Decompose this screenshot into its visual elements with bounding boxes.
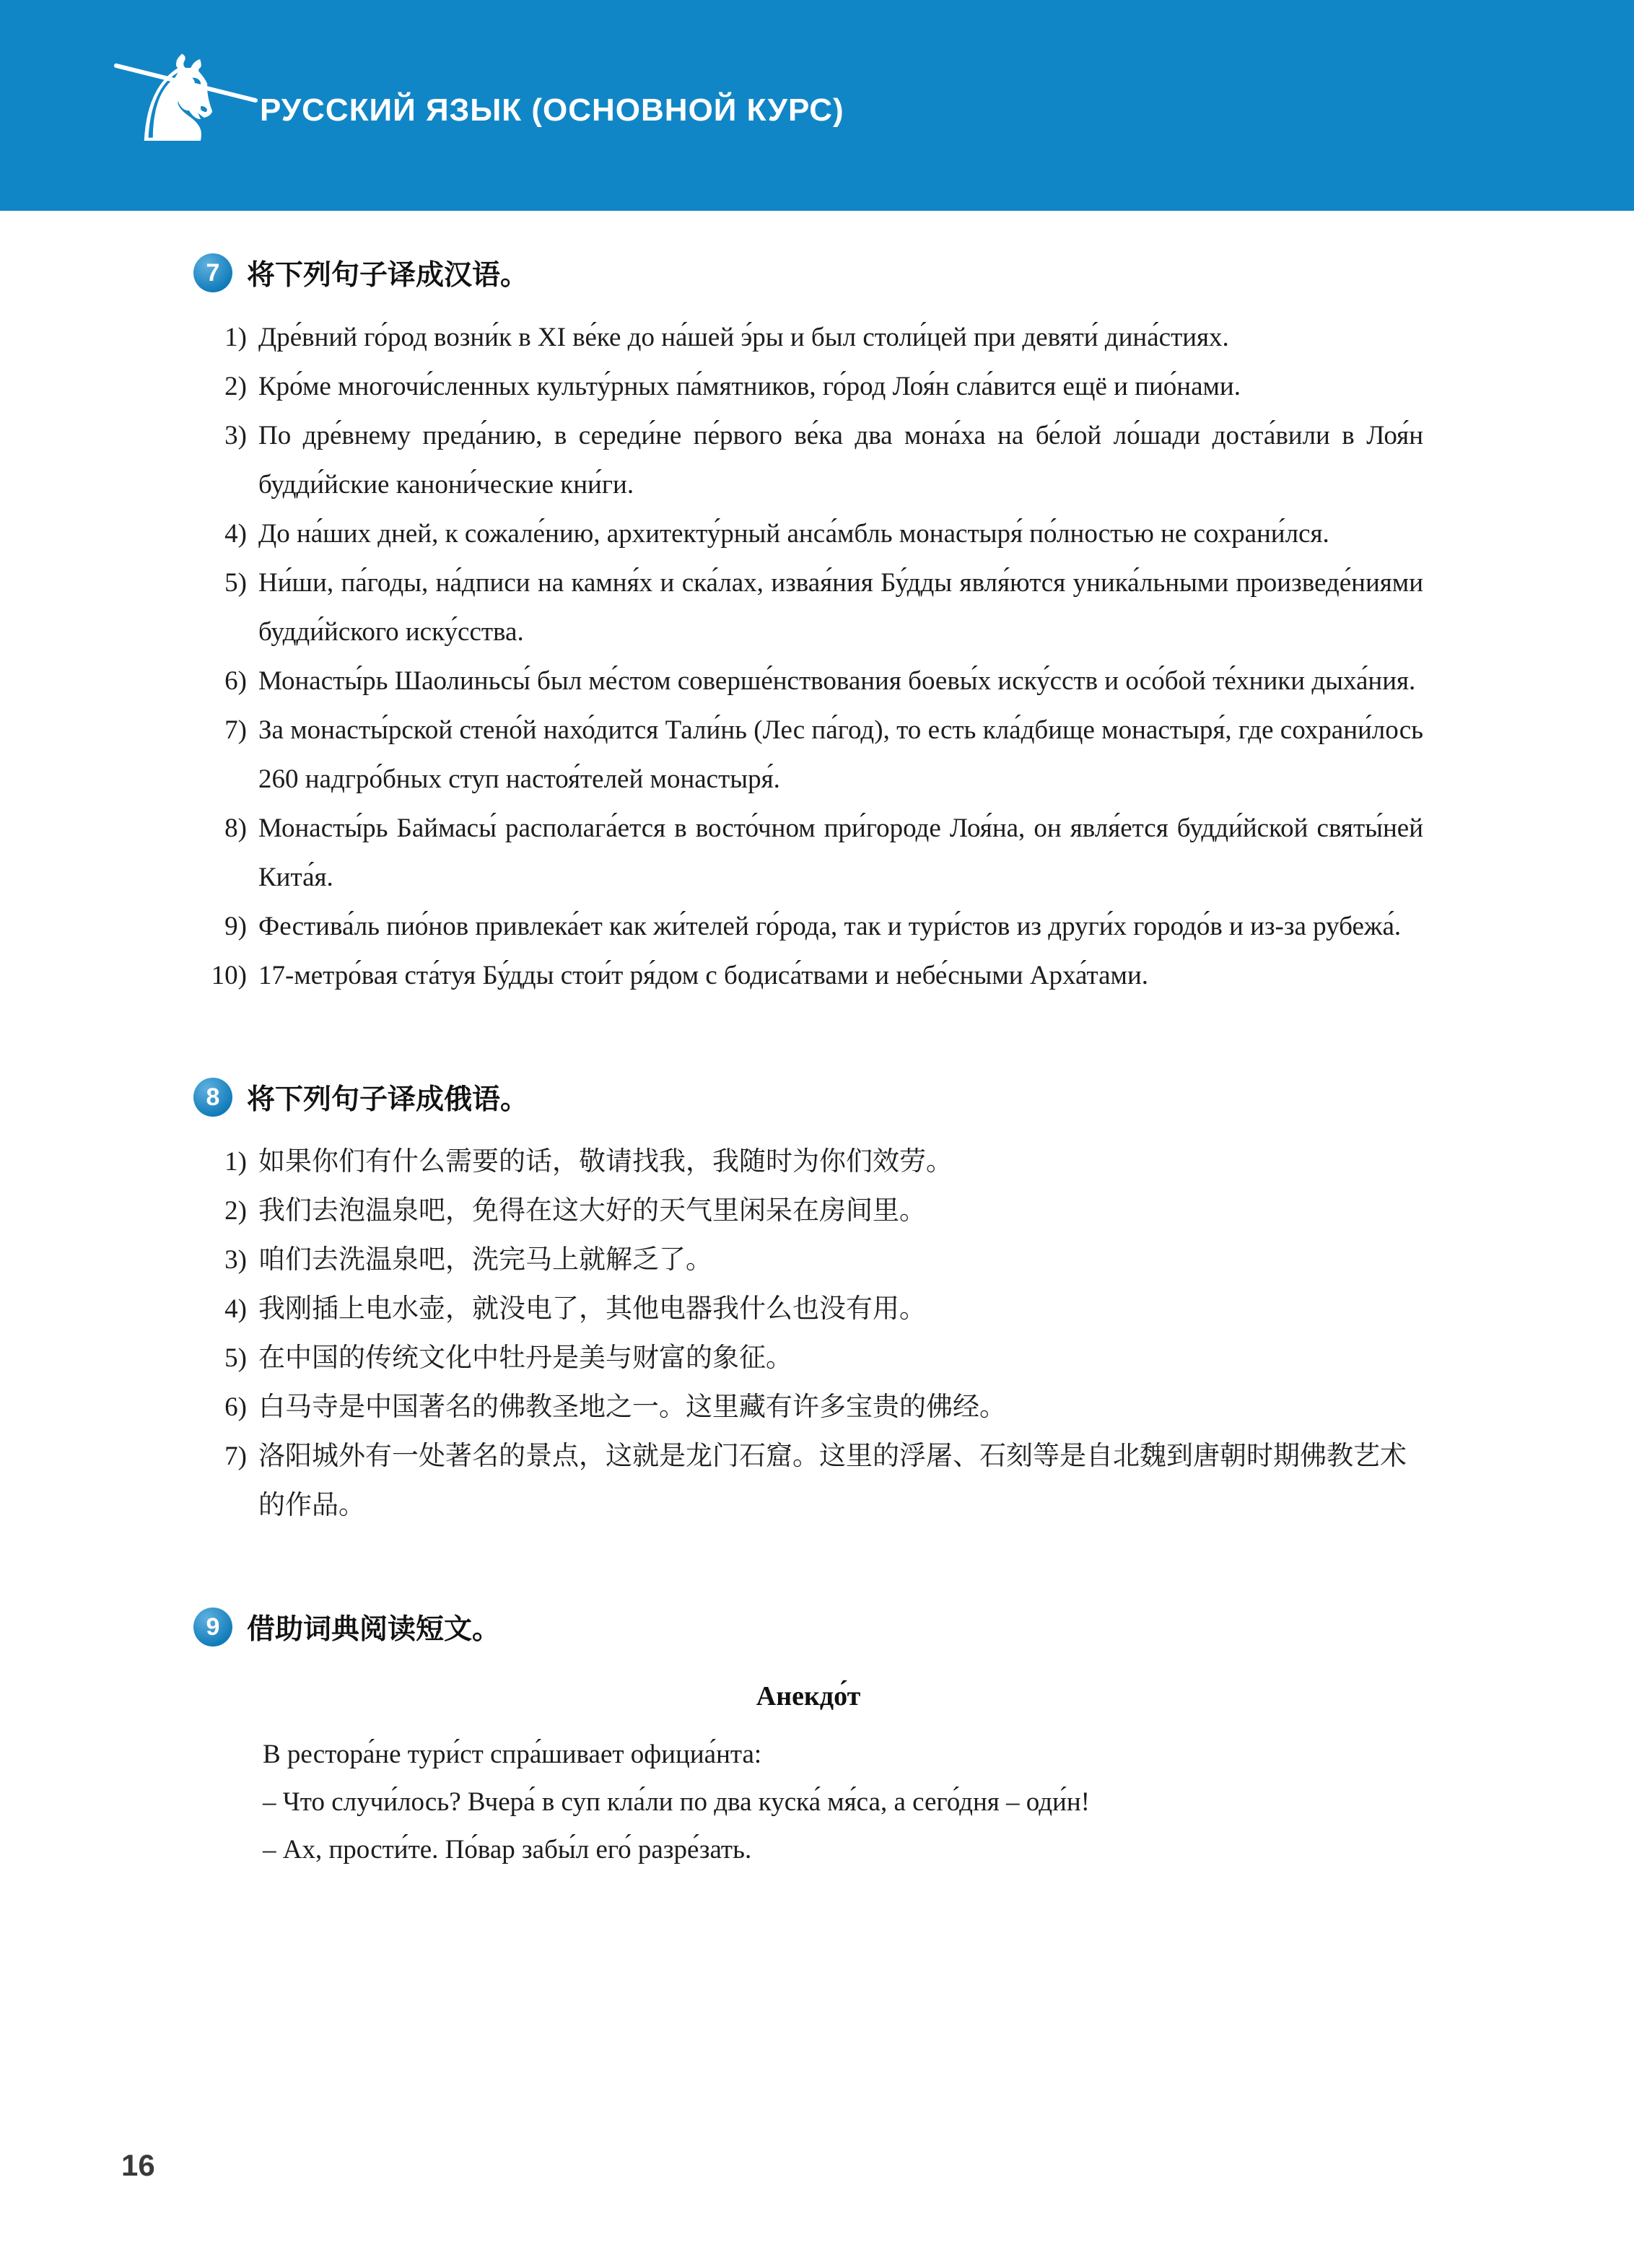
exercise-7-section [193, 253, 1423, 1000]
item-number: 2) [224, 1196, 247, 1226]
list-item [193, 706, 1423, 804]
list-item [193, 804, 1423, 902]
item-text: По дре́внему преда́нию, в середи́не пе́рвого ве́ка два мона́ха на бе́лой ло́шади доста́вили в Лоя́н будди́йские канони́ческие кни́ги. [258, 421, 1423, 500]
item-text: 我们去泡温泉吧，免得在这大好的天气里闲呆在房间里。 [258, 1196, 926, 1226]
list-item [193, 362, 1423, 411]
list-item [193, 1138, 1423, 1187]
item-text: Кро́ме многочи́сленных культу́рных па́мятников, го́род Лоя́н сла́вится ещё и пио́нами. [258, 372, 1241, 401]
list-item [193, 902, 1423, 951]
item-number: 7) [224, 715, 247, 745]
horseman-logo-icon [119, 19, 253, 192]
item-text: 17-метро́вая ста́туя Бу́дды стои́т ря́дом с бодиса́твами и небе́сными Арха́тами. [258, 961, 1149, 990]
item-text: 白马寺是中国著名的佛教圣地之一。这里藏有许多宝贵的佛经。 [258, 1392, 1006, 1422]
item-text: Монасты́рь Шаолиньсы́ был ме́стом соверше́нствования боевы́х иску́сств и осо́бой те́хники дыха́ния. [258, 666, 1416, 696]
item-number: 6) [224, 666, 247, 696]
item-number: 4) [224, 519, 247, 549]
item-number: 1) [224, 1147, 247, 1177]
list-item [193, 411, 1423, 510]
item-number: 1) [224, 323, 247, 352]
item-number: 9) [224, 912, 247, 941]
list-item [193, 1236, 1423, 1285]
list-item [193, 1383, 1423, 1432]
exercise-7-heading [193, 253, 1423, 293]
list-item [193, 510, 1423, 559]
item-text: 在中国的传统文化中牡丹是美与财富的象征。 [258, 1343, 792, 1373]
item-text: До на́ших дней, к сожале́нию, архитекту́рный анса́мбль монастыря́ по́лностью не сохрани́лся. [258, 519, 1329, 549]
exercise-number-badge: 8 [193, 1078, 232, 1117]
list-item [193, 657, 1423, 706]
item-text: 如果你们有什么需要的话，敬请找我，我随时为你们效劳。 [258, 1147, 953, 1177]
item-number: 5) [224, 1343, 247, 1373]
list-item [193, 1285, 1423, 1334]
item-text: Фестива́ль пио́нов привлека́ет как жи́телей го́рода, так и тури́стов из други́х городо́в и из-за рубежа́. [258, 912, 1402, 941]
exercise-number-badge: 9 [193, 1608, 232, 1647]
exercise-title: 将下列句子译成俄语。 [247, 1084, 529, 1115]
horse-rider-icon: ♞ [125, 30, 232, 169]
exercise-8-section [193, 1077, 1423, 1530]
list-item [193, 1432, 1423, 1530]
list-item [193, 951, 1423, 1000]
item-text: 我刚插上电水壶，就没电了，其他电器我什么也没有用。 [258, 1294, 926, 1324]
exercise-9-section [193, 1607, 1423, 1874]
item-number: 4) [224, 1294, 247, 1324]
item-text: Ни́ши, па́годы, на́дписи на камня́х и ска́лах, извая́ния Бу́дды явля́ются уника́льными произведе́ниями будди́йского иску́сства. [258, 568, 1423, 647]
item-number: 5) [224, 568, 247, 598]
item-number: 6) [224, 1392, 247, 1422]
list-item [193, 1334, 1423, 1383]
anecdote-block [193, 1680, 1423, 1874]
anecdote-text [193, 1731, 1423, 1874]
page-header [0, 0, 1634, 211]
item-text: 咱们去洗温泉吧，洗完马上就解乏了。 [258, 1245, 712, 1275]
list-item [193, 313, 1423, 362]
exercise-title: 借助词典阅读短文。 [247, 1614, 501, 1645]
header-title: РУССКИЙ ЯЗЫК (ОСНОВНОЙ КУРС) [260, 92, 844, 128]
item-number: 10) [211, 961, 247, 990]
list-item [193, 559, 1423, 657]
story-line: – Что случи́лось? Вчера́ в суп кла́ли по два куска́ мя́са, а сего́дня – оди́н! [263, 1787, 1090, 1817]
story-line: В рестора́не тури́ст спра́шивает официа́нта: [263, 1740, 762, 1769]
item-number: 2) [224, 372, 247, 401]
exercise-number-badge: 7 [193, 253, 232, 292]
exercise-title: 将下列句子译成汉语。 [247, 260, 529, 291]
item-text: Монасты́рь Баймасы́ располага́ется в восто́чном при́городе Лоя́на, он явля́ется будди́йской святы́ней Кита́я. [258, 814, 1423, 892]
exercise-7-list [193, 313, 1423, 1000]
page-content [0, 211, 1634, 1874]
page-number: 16 [121, 2148, 155, 2182]
item-number: 3) [224, 1245, 247, 1275]
item-text: 洛阳城外有一处著名的景点，这就是龙门石窟。这里的浮屠、石刻等是自北魏到唐朝时期佛教艺术的作品。 [258, 1442, 1407, 1520]
exercise-8-heading [193, 1077, 1423, 1117]
anecdote-title: Анекдо́т [756, 1681, 861, 1711]
item-number: 7) [224, 1442, 247, 1471]
item-text: Дре́вний го́род возни́к в XI ве́ке до на́шей э́ры и был столи́цей при девяти́ дина́стиях. [258, 323, 1229, 352]
story-line: – Ах, прости́те. По́вар забы́л его́ разре́зать. [263, 1835, 752, 1864]
item-text: За монасты́рской стено́й нахо́дится Тали́нь (Лес па́год), то есть кла́дбище монастыря́, где сохрани́лось 260 надгро́бных ступ настоя́телей монастыря́. [258, 715, 1423, 794]
list-item [193, 1187, 1423, 1236]
item-number: 8) [224, 814, 247, 843]
item-number: 3) [224, 421, 247, 450]
exercise-8-list [193, 1138, 1423, 1530]
exercise-9-heading [193, 1607, 1423, 1647]
